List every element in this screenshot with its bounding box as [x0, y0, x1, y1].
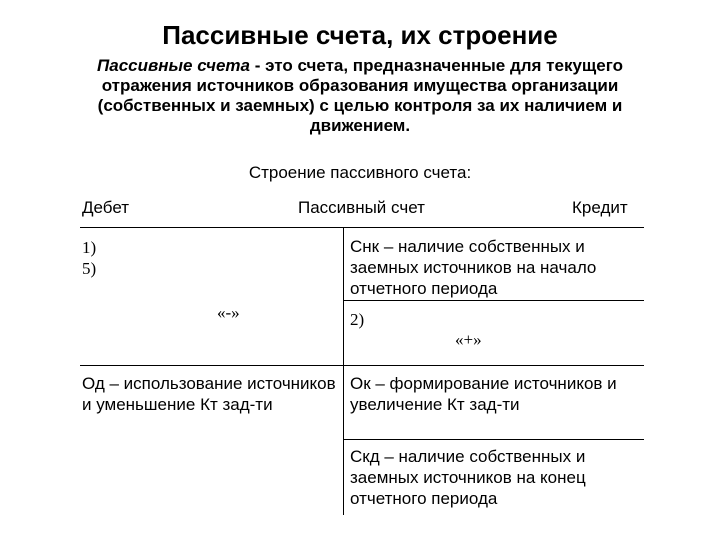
definition-text: - это счета, предназначенные для текущего отражения источников образования имущества организации (собственных и заемных) с целью контроля за их наличием и движением. — [97, 56, 623, 135]
header-divider — [80, 227, 644, 228]
definition-paragraph — [62, 56, 658, 136]
credit-opening-divider — [343, 300, 644, 301]
credit-entry: 2) — [350, 310, 365, 329]
page-title: Пассивные счета, их строение — [162, 20, 558, 50]
turnover-top-divider — [80, 365, 644, 366]
debit-header: Дебет — [82, 198, 129, 217]
credit-turnover: Ок – формирование источников и увеличение Кт зад-ти — [350, 374, 617, 414]
account-center-divider — [343, 227, 344, 515]
credit-closing-divider — [343, 439, 644, 440]
account-header: Пассивный счет — [298, 198, 425, 217]
debit-entry: 5) — [82, 259, 97, 278]
credit-header: Кредит — [572, 198, 628, 217]
debit-turnover: Од – использование источников и уменьшение Кт зад-ти — [82, 374, 336, 414]
debit-sign: «-» — [217, 303, 240, 322]
debit-entry: 1) — [82, 238, 97, 257]
structure-caption: Строение пассивного счета: — [248, 163, 472, 182]
credit-sign: «+» — [455, 330, 482, 349]
definition-term: Пассивные счета — [97, 56, 250, 75]
credit-closing-balance: Скд – наличие собственных и заемных источников на конец отчетного периода — [350, 447, 586, 508]
credit-opening-balance: Снк – наличие собственных и заемных источников на начало отчетного периода — [350, 237, 597, 298]
